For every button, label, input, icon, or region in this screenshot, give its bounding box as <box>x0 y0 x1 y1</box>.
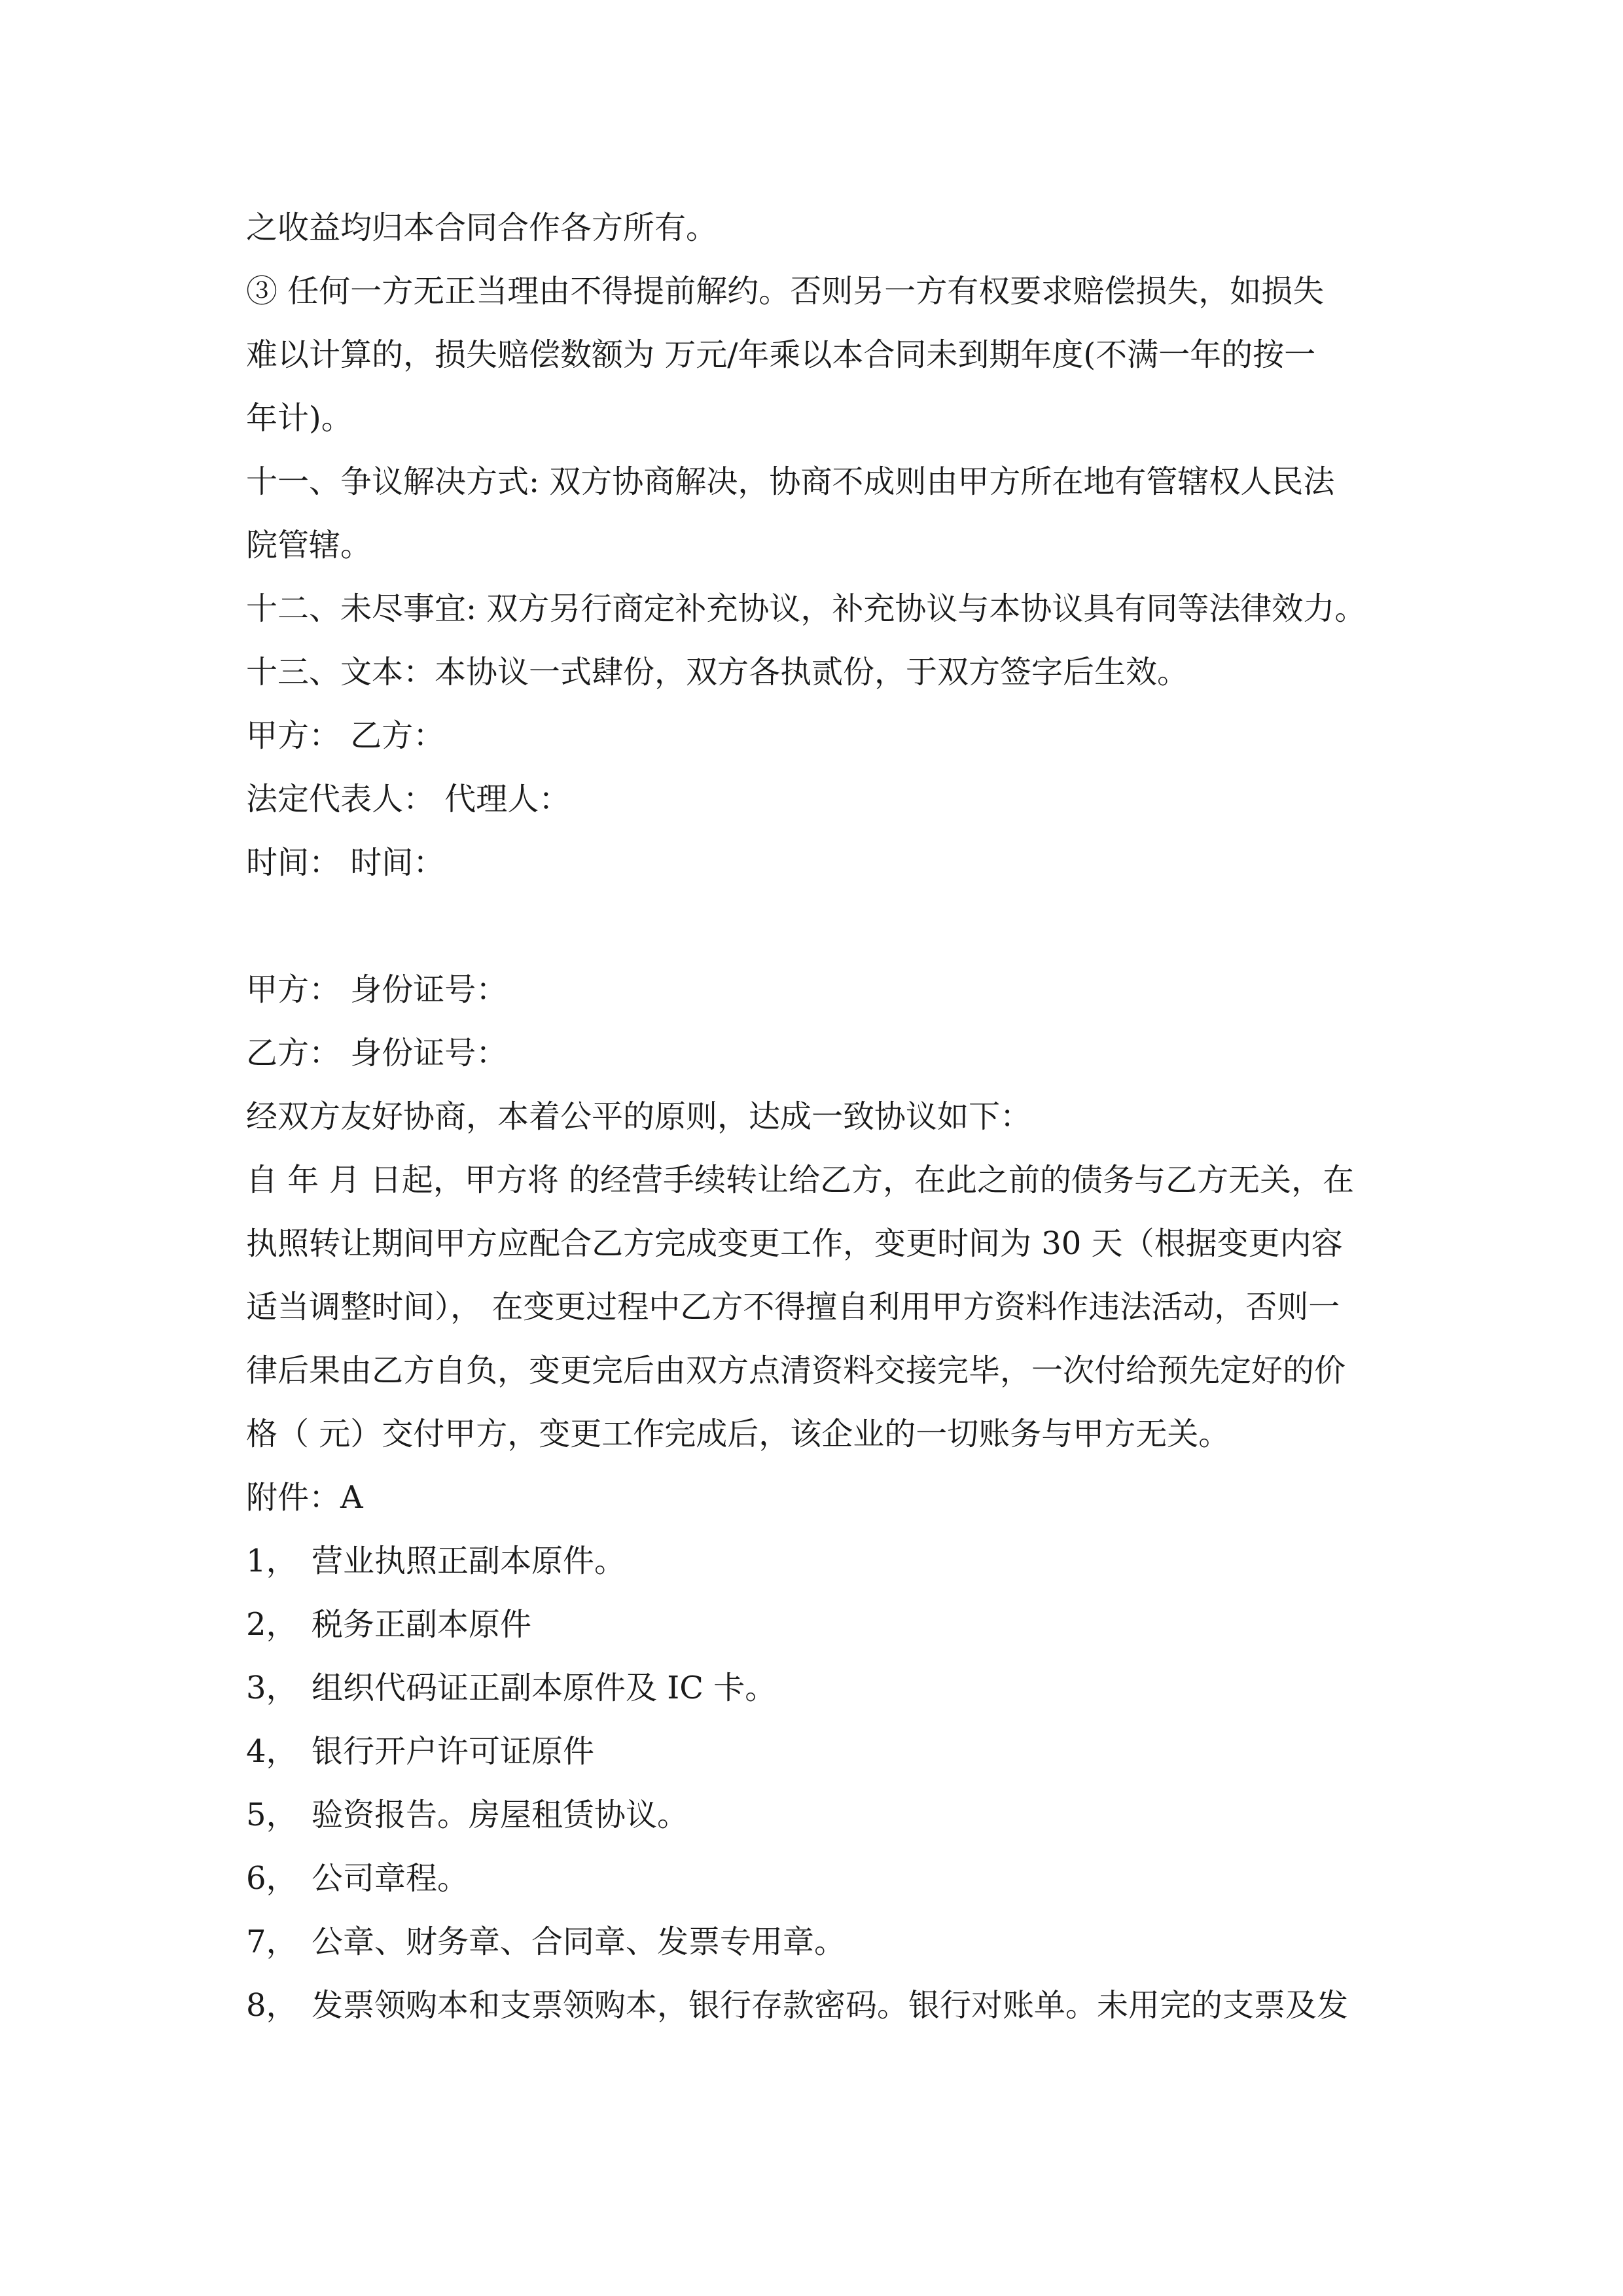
text-line: 年计)。 <box>246 400 353 437</box>
list-item-text: 发票领购本和支票领购本，银行存款密码。银行对账单。未用完的支票及发 <box>312 1987 1349 2024</box>
list-item-text: 银行开户许可证原件 <box>312 1733 595 1770</box>
list-item-text: 营业执照正副本原件。 <box>312 1543 626 1579</box>
party-b-id-line: 乙方： 身份证号： <box>246 1035 508 1071</box>
list-item <box>246 1784 1424 1847</box>
list-item-text: 公章、财务章、合同章、发票专用章。 <box>312 1924 846 1960</box>
text-line: 十一、争议解决方式: 双方协商解决，协商不成则由甲方所在地有管辖权人民法 <box>246 463 1335 500</box>
text-line: ③ 任何一方无正当理由不得提前解约。否则另一方有权要求赔偿损失，如损失 <box>246 273 1325 310</box>
text-line: 院管辖。 <box>246 527 372 564</box>
list-item <box>246 1910 1424 1974</box>
list-item-text: 公司章程。 <box>312 1860 469 1897</box>
list-item-text: 组织代码证正副本原件及 IC 卡。 <box>312 1670 777 1706</box>
signature-party-line: 甲方： 乙方： <box>246 717 445 754</box>
text-line: 十三、文本：本协议一式肆份，双方各执贰份，于双方签字后生效。 <box>246 654 1189 691</box>
text-line: 十二、未尽事宜: 双方另行商定补充协议，补充协议与本协议具有同等法律效力。 <box>246 590 1366 627</box>
list-item-number: 1， <box>246 1543 298 1579</box>
list-item-number: 3， <box>246 1670 298 1706</box>
text-line: 之收益均归本合同合作各方所有。 <box>246 209 718 246</box>
list-item-number: 2， <box>246 1606 298 1643</box>
text-line: 自 年 月 日起，甲方将 的经营手续转让给乙方，在此之前的债务与乙方无关，在 <box>246 1162 1355 1198</box>
list-item-number: 4， <box>246 1733 298 1770</box>
text-line: 难以计算的，损失赔偿数额为 万元/年乘以本合同未到期年度(不满一年的按一 <box>246 336 1316 373</box>
list-item <box>246 1657 1424 1720</box>
list-item-number: 8， <box>246 1987 298 2024</box>
section-gap <box>246 895 1424 958</box>
list-item <box>246 1593 1424 1657</box>
list-item <box>246 1720 1424 1784</box>
signature-date-line: 时间： 时间： <box>246 844 445 881</box>
list-item-text: 验资报告。房屋租赁协议。 <box>312 1797 689 1833</box>
text-line: 执照转让期间甲方应配合乙方完成变更工作，变更时间为 30 天（根据变更内容 <box>246 1225 1343 1262</box>
text-line: 适当调整时间）， 在变更过程中乙方不得擅自利用甲方资料作违法活动，否则一 <box>246 1289 1340 1325</box>
signature-representative-line: 法定代表人： 代理人： <box>246 781 571 817</box>
text-line: 律后果由乙方自负，变更完后由双方点清资料交接完毕，一次付给预先定好的价 <box>246 1352 1346 1389</box>
list-item <box>246 1974 1424 2037</box>
list-item-number: 5， <box>246 1797 298 1833</box>
list-item-number: 7， <box>246 1924 298 1960</box>
list-item-text: 税务正副本原件 <box>312 1606 532 1643</box>
list-item <box>246 1847 1424 1910</box>
attachment-heading: 附件：A <box>246 1479 363 1516</box>
list-item-number: 6， <box>246 1860 298 1897</box>
text-line: 格（ 元）交付甲方，变更工作完成后，该企业的一切账务与甲方无关。 <box>246 1416 1230 1452</box>
list-item <box>246 1530 1424 1593</box>
text-line: 经双方友好协商，本着公平的原则，达成一致协议如下： <box>246 1098 1032 1135</box>
party-a-id-line: 甲方： 身份证号： <box>246 971 508 1008</box>
document-body <box>246 196 1424 2037</box>
